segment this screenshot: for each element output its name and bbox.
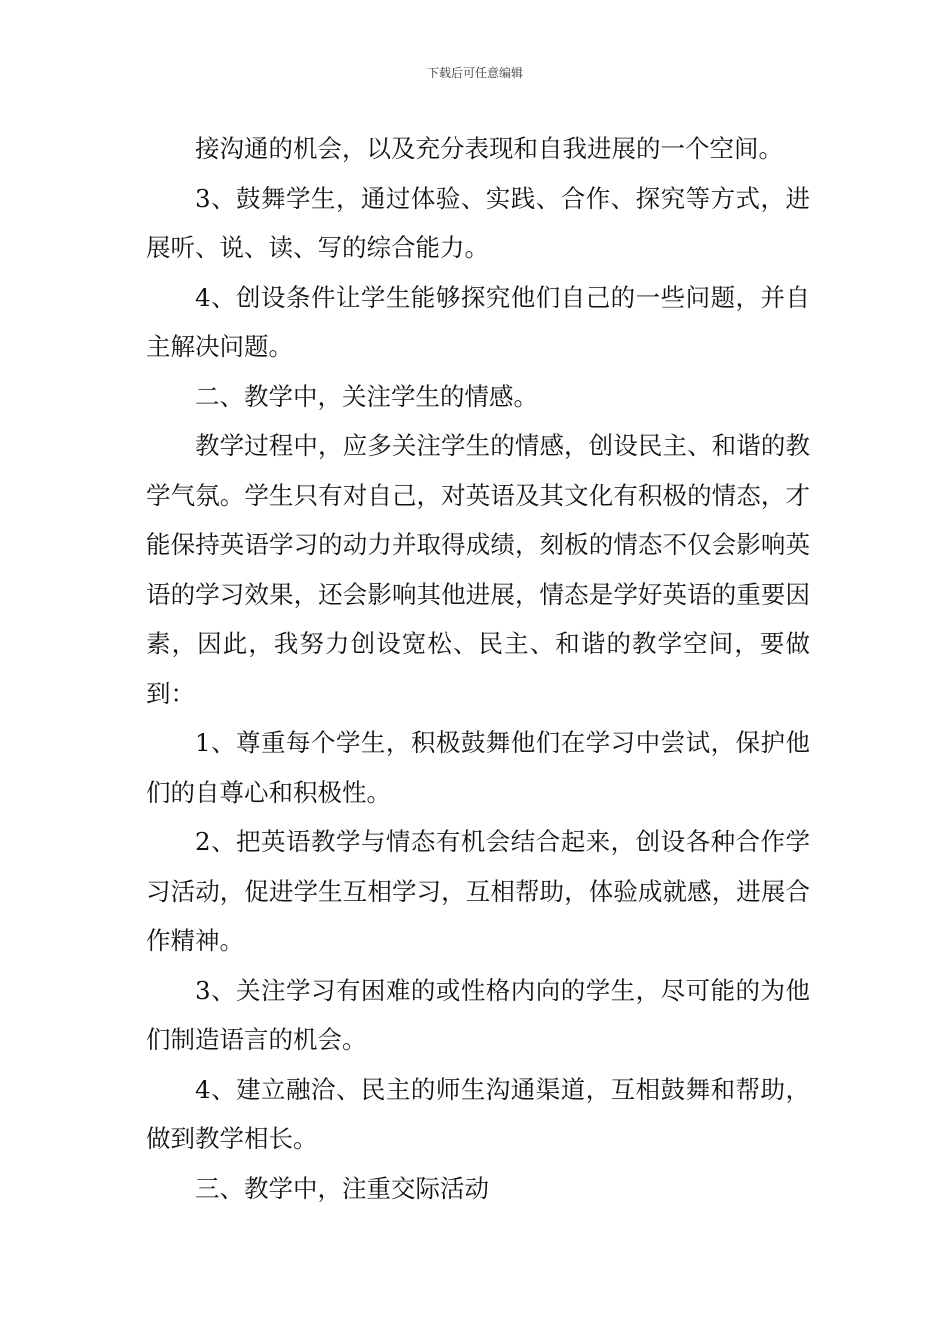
document-body [146,124,810,1213]
paragraph-5: 教学过程中，应多关注学生的情感，创设民主、和谐的教学气氛。学生只有对自己，对英语及其文化有积极的情态，才能保持英语学习的动力并取得成绩，刻板的情态不仅会影响英语的学习效果，还会影响其他进展，情态是学好英语的重要因素，因此，我努力创设宽松、民主、和谐的教学空间，要做到： [146,431,810,708]
paragraph-2: 3、鼓舞学生，通过体验、实践、合作、探究等方式，进展听、说、读、写的综合能力。 [146,183,810,262]
page-header: 下载后可任意编辑 [426,66,523,80]
paragraph-1: 接沟通的机会，以及充分表现和自我进展的一个空间。 [195,134,783,163]
paragraph-7: 2、把英语教学与情态有机会结合起来，创设各种合作学习活动，促进学生互相学习，互相帮助，体验成就感，进展合作精神。 [146,827,810,955]
paragraph-3: 4、创设条件让学生能够探究他们自己的一些问题，并自主解决问题。 [146,282,810,361]
paragraph-6: 1、尊重每个学生，积极鼓舞他们在学习中尝试，保护他们的自尊心和积极性。 [146,728,810,807]
paragraph-9: 4、建立融洽、民主的师生沟通渠道，互相鼓舞和帮助，做到教学相长。 [146,1074,810,1153]
paragraph-8: 3、关注学习有困难的或性格内向的学生，尽可能的为他们制造语言的机会。 [146,975,810,1054]
section-heading-2: 二、教学中，关注学生的情感。 [195,381,538,411]
section-heading-3: 三、教学中，注重交际活动 [195,1173,489,1203]
